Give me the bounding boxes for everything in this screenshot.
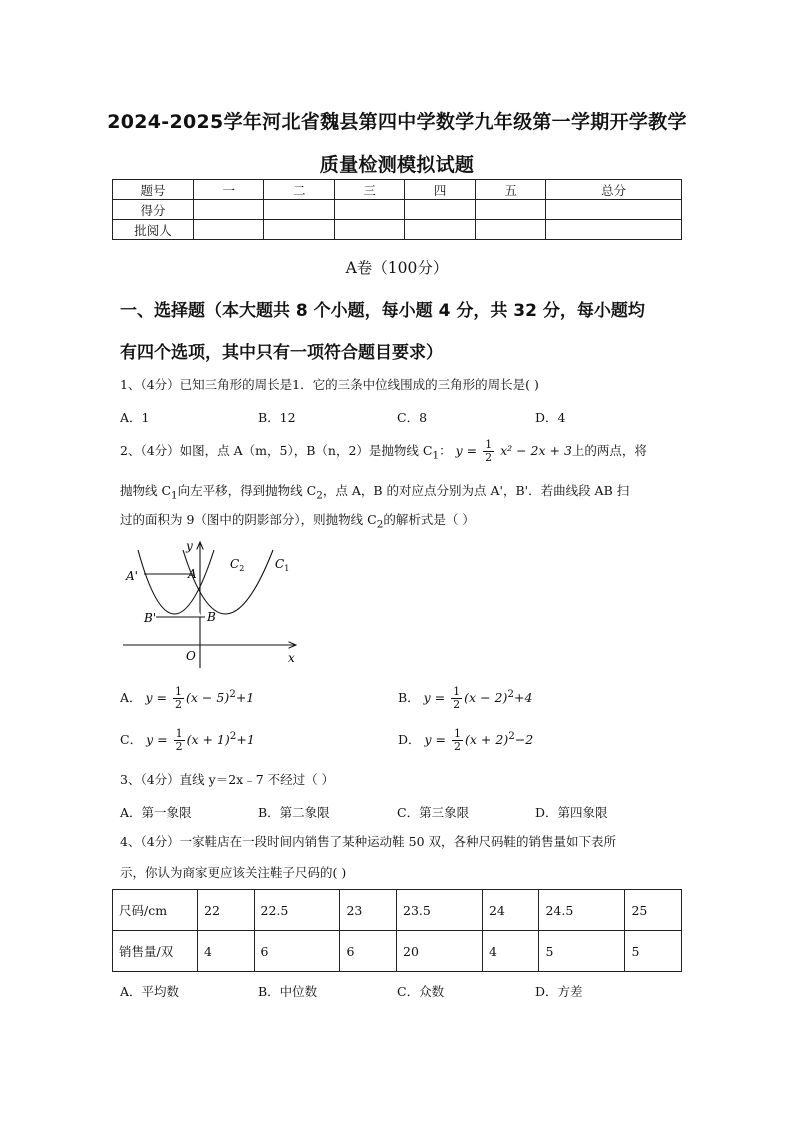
q2-text: 的解析式是（ ） bbox=[383, 512, 475, 527]
option-label: C． bbox=[120, 732, 143, 747]
score-header-cell: 五 bbox=[475, 180, 545, 200]
fraction-denominator: 2 bbox=[453, 698, 461, 711]
exam-title-line2: 质量检测模拟试题 bbox=[319, 154, 475, 176]
score-header-cell: 题号 bbox=[113, 180, 194, 200]
point-bprime-label: B' bbox=[144, 611, 157, 625]
fraction-numerator: 1 bbox=[485, 438, 493, 451]
shoe-sales-cell: 6 bbox=[340, 931, 397, 972]
shoe-sales-header: 销售量/双 bbox=[113, 931, 198, 972]
shoe-sales-cell: 6 bbox=[254, 931, 340, 972]
option-label: B． bbox=[398, 690, 420, 705]
curve-c1-letter: C bbox=[275, 557, 285, 571]
q2-sub: 2 bbox=[316, 489, 323, 502]
score-cell[interactable] bbox=[194, 200, 264, 220]
option-tail: +1 bbox=[235, 690, 255, 705]
option-tail: +1 bbox=[236, 732, 255, 747]
score-cell[interactable] bbox=[475, 200, 545, 220]
grader-cell[interactable] bbox=[546, 220, 682, 240]
score-header-cell: 一 bbox=[194, 180, 264, 200]
option-y: y = bbox=[423, 690, 446, 705]
shoe-size-table bbox=[112, 889, 682, 972]
shoe-sales-row bbox=[113, 931, 682, 972]
option-exponent: 2 bbox=[229, 729, 237, 742]
question-2-line2 bbox=[120, 483, 680, 504]
q2-sub: 1 bbox=[432, 449, 440, 462]
question-4-line2: 示，你认为商家更应该关注鞋子尺码的( ) bbox=[120, 865, 347, 880]
option-exponent: 2 bbox=[229, 687, 236, 700]
paper-a-heading: A卷（100分） bbox=[345, 259, 449, 277]
q2-text: 上的两点，将 bbox=[571, 443, 647, 458]
shoe-size-cell: 24 bbox=[482, 890, 539, 931]
grader-cell[interactable] bbox=[194, 220, 264, 240]
shoe-size-cell: 23 bbox=[340, 890, 397, 931]
score-header-cell: 总分 bbox=[546, 180, 682, 200]
q2-text: ，点 A，B 的对应点分别为点 A'，B'．若曲线段 AB 扫 bbox=[322, 483, 630, 498]
question-1: 1、（4分）已知三角形的周长是1．它的三条中位线围成的三角形的周长是( ) bbox=[120, 377, 539, 392]
q2-equation-y: y = bbox=[455, 443, 478, 458]
section-heading-line1: 一、选择题（本大题共 8 个小题，每小题 4 分，共 32 分，每小题均 bbox=[120, 301, 645, 321]
option-expression: (x − 2) bbox=[464, 690, 508, 705]
q2-text: 抛物线 C bbox=[120, 483, 172, 498]
grader-row bbox=[113, 220, 682, 240]
exam-title-line1: 2024-2025学年河北省魏县第四中学数学九年级第一学期开学教学 bbox=[107, 111, 687, 133]
question-2-line1 bbox=[120, 439, 680, 464]
point-a-label: A bbox=[188, 567, 197, 581]
q2-text: 向左平移，得到抛物线 C bbox=[177, 483, 317, 498]
curve-c2-label bbox=[230, 557, 244, 573]
option-fraction bbox=[173, 686, 184, 711]
score-table-header-row bbox=[113, 180, 682, 200]
origin-label: O bbox=[186, 649, 196, 663]
q3-option-a[interactable]: A．第一象限 bbox=[120, 805, 192, 820]
option-tail: −2 bbox=[514, 732, 534, 747]
q4-option-d[interactable]: D．方差 bbox=[535, 984, 583, 999]
q2-equation-fraction bbox=[483, 439, 494, 464]
fraction-numerator: 1 bbox=[175, 727, 183, 740]
score-cell[interactable] bbox=[334, 200, 404, 220]
shoe-sales-cell: 5 bbox=[539, 931, 625, 972]
q4-option-b[interactable]: B．中位数 bbox=[258, 984, 318, 999]
q2-sub: 2 bbox=[376, 518, 384, 531]
shoe-size-header: 尺码/cm bbox=[113, 890, 198, 931]
y-axis-label: y bbox=[186, 539, 193, 553]
grader-cell[interactable] bbox=[334, 220, 404, 240]
q1-option-d[interactable]: D．4 bbox=[535, 410, 566, 425]
shoe-size-row bbox=[113, 890, 682, 931]
x-axis-label: x bbox=[288, 651, 295, 665]
q1-option-a[interactable]: A．1 bbox=[120, 410, 150, 425]
curve-c2-sub: 2 bbox=[239, 564, 245, 573]
shoe-sales-cell: 5 bbox=[625, 931, 682, 972]
score-cell[interactable] bbox=[405, 200, 475, 220]
option-exponent: 2 bbox=[507, 687, 514, 700]
option-expression: (x + 1) bbox=[186, 732, 230, 747]
q3-option-c[interactable]: C．第三象限 bbox=[397, 805, 470, 820]
option-fraction bbox=[451, 686, 462, 711]
fraction-numerator: 1 bbox=[454, 727, 462, 740]
option-label: D． bbox=[398, 732, 421, 747]
shoe-sales-cell: 20 bbox=[397, 931, 483, 972]
q2-text: 过的面积为 9（图中的阴影部分），则抛物线 C bbox=[120, 512, 377, 527]
shoe-size-cell: 23.5 bbox=[397, 890, 483, 931]
parabola-figure bbox=[118, 538, 300, 672]
curve-c1-sub: 1 bbox=[284, 564, 290, 573]
option-y: y = bbox=[146, 732, 168, 747]
fraction-numerator: 1 bbox=[175, 685, 183, 698]
q1-option-c[interactable]: C．8 bbox=[397, 410, 428, 425]
score-table bbox=[112, 179, 682, 240]
curve-c1-label bbox=[275, 557, 289, 573]
curve-c2-letter: C bbox=[230, 557, 240, 571]
score-row-label: 得分 bbox=[113, 200, 194, 220]
grader-cell[interactable] bbox=[405, 220, 475, 240]
score-cell[interactable] bbox=[264, 200, 334, 220]
fraction-denominator: 2 bbox=[175, 698, 183, 711]
q2-equation-rest: x² − 2x + 3 bbox=[500, 443, 572, 458]
option-expression: (x − 5) bbox=[186, 690, 230, 705]
grader-row-label: 批阅人 bbox=[113, 220, 194, 240]
fraction-denominator: 2 bbox=[175, 740, 183, 753]
option-y: y = bbox=[424, 732, 447, 747]
q2-text: 2、（4分）如图，点 A（m，5），B（n，2）是抛物线 C bbox=[120, 443, 433, 458]
q3-option-b[interactable]: B．第二象限 bbox=[258, 805, 330, 820]
score-cell[interactable] bbox=[546, 200, 682, 220]
section-heading-line2: 有四个选项，其中只有一项符合题目要求） bbox=[120, 343, 443, 363]
q1-option-b[interactable]: B．12 bbox=[258, 410, 296, 425]
option-fraction bbox=[174, 728, 185, 753]
q2-option-a[interactable] bbox=[120, 686, 254, 711]
fraction-numerator: 1 bbox=[453, 685, 461, 698]
option-tail: +4 bbox=[513, 690, 533, 705]
fraction-denominator: 2 bbox=[454, 740, 462, 753]
q2-option-d[interactable] bbox=[398, 728, 533, 753]
q2-text: ： bbox=[439, 443, 452, 458]
shoe-size-cell: 22.5 bbox=[254, 890, 340, 931]
option-y: y = bbox=[145, 690, 168, 705]
score-header-cell: 三 bbox=[334, 180, 404, 200]
fraction-denominator: 2 bbox=[485, 451, 493, 464]
q2-option-c[interactable] bbox=[120, 728, 255, 753]
grader-cell[interactable] bbox=[264, 220, 334, 240]
q2-sub: 1 bbox=[171, 489, 178, 502]
score-row bbox=[113, 200, 682, 220]
point-b-label: B bbox=[207, 610, 216, 624]
shoe-sales-cell: 4 bbox=[482, 931, 539, 972]
score-header-cell: 四 bbox=[405, 180, 475, 200]
option-fraction bbox=[452, 728, 463, 753]
shoe-size-cell: 25 bbox=[625, 890, 682, 931]
question-2-line3 bbox=[120, 512, 680, 533]
q2-option-b[interactable] bbox=[398, 686, 532, 711]
q4-option-c[interactable]: C．众数 bbox=[397, 984, 445, 999]
q4-option-a[interactable]: A．平均数 bbox=[120, 984, 180, 999]
shoe-size-cell: 24.5 bbox=[539, 890, 625, 931]
question-3: 3、（4分）直线 y＝2x﹣7 不经过（ ） bbox=[120, 772, 335, 787]
grader-cell[interactable] bbox=[475, 220, 545, 240]
shoe-size-cell: 22 bbox=[198, 890, 255, 931]
shoe-sales-cell: 4 bbox=[198, 931, 255, 972]
question-4-line1: 4、（4分）一家鞋店在一段时间内销售了某种运动鞋 50 双，各种尺码鞋的销售量如下表所 bbox=[120, 834, 617, 849]
score-header-cell: 二 bbox=[264, 180, 334, 200]
option-expression: (x + 2) bbox=[465, 732, 509, 747]
q3-option-d[interactable]: D．第四象限 bbox=[535, 805, 608, 820]
point-aprime-label: A' bbox=[126, 569, 138, 583]
option-label: A． bbox=[120, 690, 142, 705]
option-exponent: 2 bbox=[508, 729, 515, 742]
